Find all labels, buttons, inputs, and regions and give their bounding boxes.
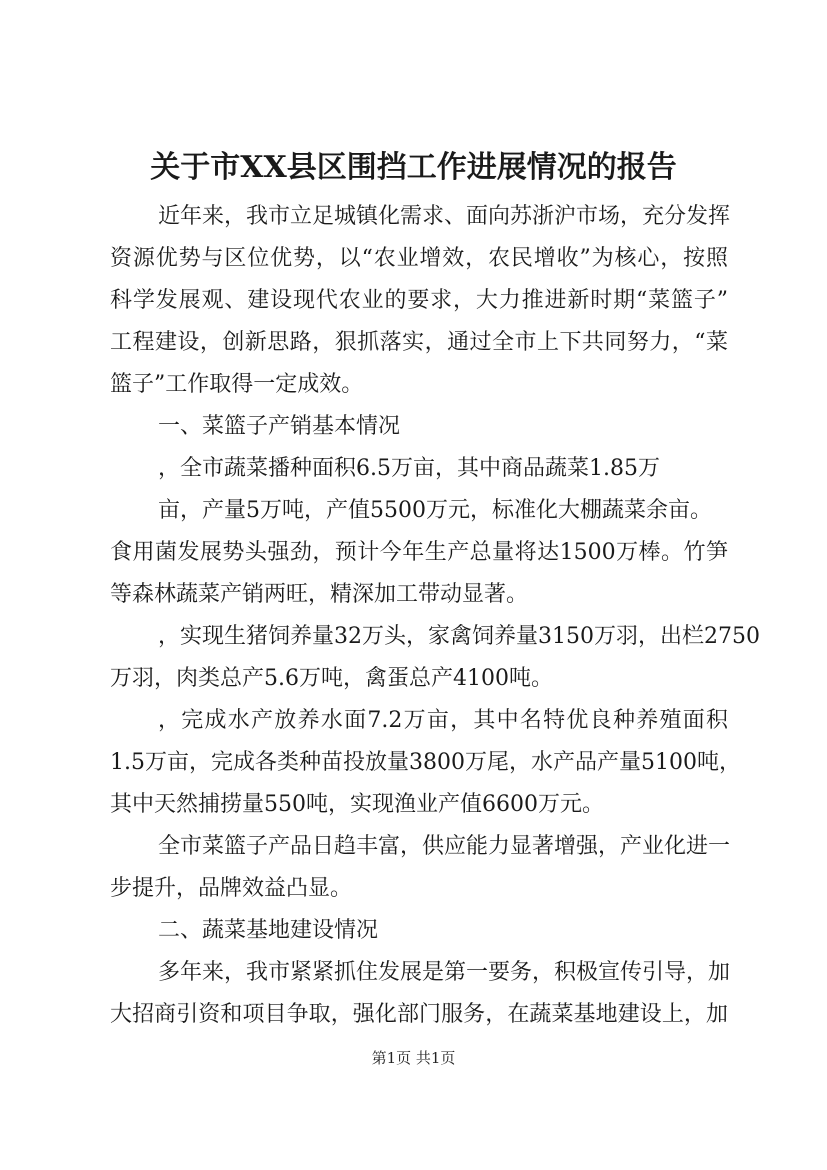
text-line: 工程建设，创新思路，狠抓落实，通过全市上下共同努力，“菜: [110, 330, 728, 355]
text-line: 大招商引资和项目争取，强化部门服务，在蔬菜基地建设上，加: [110, 1002, 728, 1027]
text-line: 科学发展观、建设现代农业的要求，大力推进新时期“菜篮子”: [110, 288, 728, 313]
document-body: [110, 196, 760, 1036]
text-line: 近年来，我市立足城镇化需求、面向苏浙沪市场，充分发挥: [158, 204, 731, 229]
text-line: 等森林蔬菜产销两旺，精深加工带动显著。: [110, 582, 529, 607]
text-line: 一、菜篮子产销基本情况: [158, 414, 401, 439]
text-line: ，完成水产放养水面7.2万亩，其中名特优良种养殖面积: [158, 708, 728, 733]
text-line: 1.5万亩，完成各类种苗投放量3800万尾，水产品产量5100吨，: [110, 750, 741, 775]
text-line: 多年来，我市紧紧抓住发展是第一要务，积极宣传引导，加: [158, 960, 731, 985]
text-line: 其中天然捕捞量550吨，实现渔业产值6600万元。: [110, 792, 604, 817]
text-line: 步提升，品牌效益凸显。: [110, 876, 353, 901]
document-title: 关于市XX县区围挡工作进展情况的报告: [150, 150, 677, 185]
text-line: 二、蔬菜基地建设情况: [158, 918, 379, 943]
text-line: ，实现生猪饲养量32万头，家禽饲养量3150万羽，出栏2750: [158, 624, 760, 649]
text-line: 全市菜篮子产品日趋丰富，供应能力显著增强，产业化进一: [158, 834, 731, 859]
text-line: 资源优势与区位优势，以“农业增效，农民增收”为核心，按照: [110, 246, 728, 271]
text-line: 万羽，肉类总产5.6万吨，禽蛋总产4100吨。: [110, 666, 553, 691]
page-footer: 第1页 共1页: [371, 1049, 456, 1067]
text-line: 篮子”工作取得一定成效。: [110, 372, 364, 397]
text-line: ，全市蔬菜播种面积6.5万亩，其中商品蔬菜1.85万: [158, 456, 660, 481]
text-line: 亩，产量5万吨，产值5500万元，标准化大棚蔬菜余亩。: [158, 498, 712, 523]
text-line: 食用菌发展势头强劲，预计今年生产总量将达1500万棒。竹笋: [110, 540, 728, 565]
